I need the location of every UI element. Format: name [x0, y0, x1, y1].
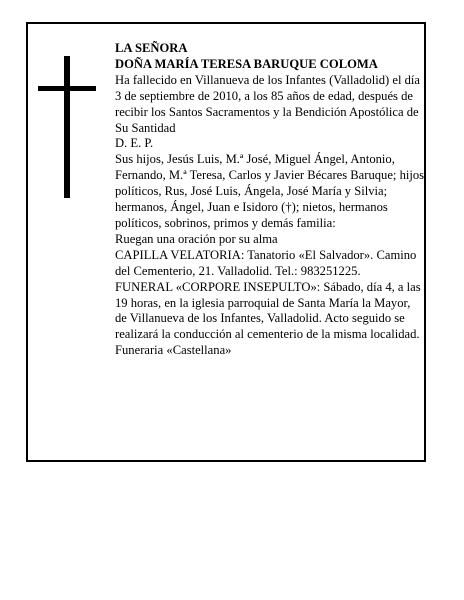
prayer-line: Ruegan una oración por su alma — [115, 231, 278, 246]
family-paragraph: Sus hijos, Jesús Luis, M.ª José, Miguel Ángel, Antonio, Fernando, M.ª Teresa, Carlos y Javier Bécares Baruque; hijos políticos, Rus, José Luis, Ángela, José María y Silvia; hermanos, Ángel, Juan e Isidoro (†); nietos, hermanos políticos, sobrinos, primos y demás familia: — [115, 152, 425, 230]
notice-title: LA SEÑORA — [115, 41, 188, 55]
obituary-text — [115, 41, 425, 359]
cross-icon — [38, 56, 96, 198]
deceased-name: DOÑA MARÍA TERESA BARUQUE COLOMA — [115, 56, 378, 71]
funeral-paragraph: FUNERAL «CORPORE INSEPULTO»: Sábado, día 4, a las 19 horas, en la iglesia parroquial de Santa María la Mayor, de Villanueva de los Infantes, Valladolid. Acto seguido se realizará la conducción al cementerio de la misma localidad. — [115, 279, 421, 342]
chapel-paragraph: CAPILLA VELATORIA: Tanatorio «El Salvador». Camino del Cementerio, 21. Valladolid. Tel.: 983251225. — [115, 247, 417, 278]
dep-line: D. E. P. — [115, 136, 154, 151]
death-paragraph: Ha fallecido en Villanueva de los Infantes (Valladolid) el día 3 de septiembre de 2010, a los 85 años de edad, después de recibir los Santos Sacramentos y la Bendición Apostólica de Su Santidad — [115, 72, 420, 135]
cross-horizontal-bar — [38, 86, 96, 91]
funeral-home-line: Funeraria «Castellana» — [115, 343, 232, 358]
cross-vertical-bar — [64, 56, 70, 198]
